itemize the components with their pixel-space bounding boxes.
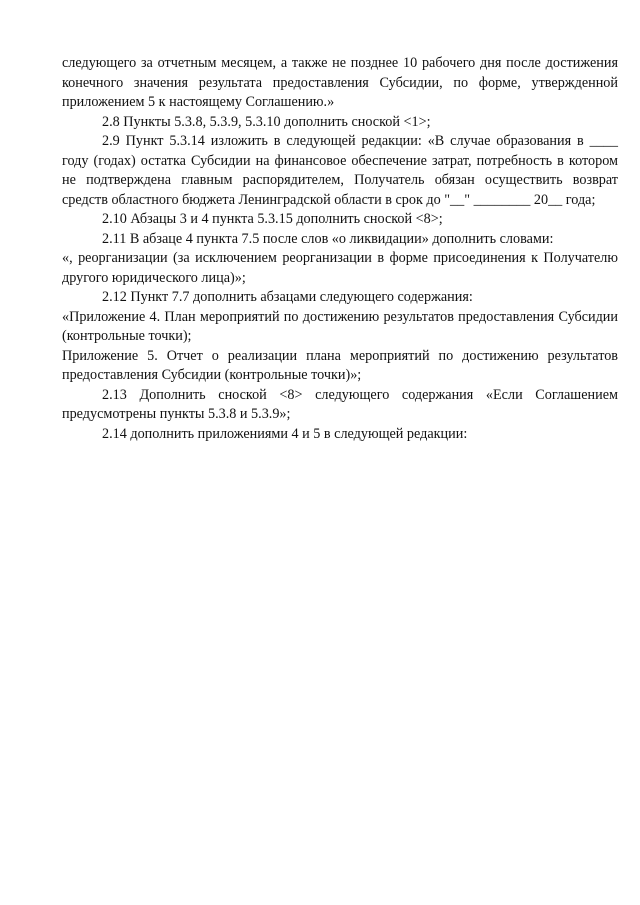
paragraph-2-14: 2.14 дополнить приложениями 4 и 5 в следующей редакции: (102, 425, 468, 442)
paragraph-continuation: следующего за отчетным месяцем, а также не позднее 10 рабочего дня после достижения конечного значения результата предоставления Субсидии, по форме, утвержденной приложением 5 к настоящему Соглашению.» (62, 55, 618, 110)
paragraph-2-11-addition: «, реорганизации (за исключением реорганизации в форме присоединения к Получателю другого юридического лица)»; (62, 250, 618, 286)
paragraph-2-10: 2.10 Абзацы 3 и 4 пункта 5.3.15 дополнить сноской <8>; (102, 211, 443, 227)
paragraph-2-8: 2.8 Пункты 5.3.8, 5.3.9, 5.3.10 дополнить сноской <1>; (102, 113, 431, 130)
paragraph-2-9: 2.9 Пункт 5.3.14 изложить в следующей редакции: «В случае образования в ____ году (годах) остатка Субсидии на финансовое обеспечение затрат, потребность в котором не подтверждена главным распорядителем, Получатель обязан осуществить возврат средств областного бюджета Ленинградской области в срок до "__" ________ 20__ года; (62, 133, 618, 208)
paragraph-2-11: 2.11 В абзаце 4 пункта 7.5 после слов «о ликвидации» дополнить словами: (102, 230, 554, 247)
paragraph-2-12: 2.12 Пункт 7.7 дополнить абзацами следующего содержания: (102, 289, 473, 305)
document-page (62, 54, 618, 444)
paragraph-2-13: 2.13 Дополнить сноской <8> следующего содержания «Если Соглашением предусмотрены пункты 5.3.8 и 5.3.9»; (62, 386, 618, 422)
paragraph-appendix-4: «Приложение 4. План мероприятий по достижению результатов предоставления Субсидии (контрольные точки); (62, 308, 618, 344)
paragraph-appendix-5: Приложение 5. Отчет о реализации плана мероприятий по достижению результатов предоставления Субсидии (контрольные точки)»; (62, 347, 618, 383)
